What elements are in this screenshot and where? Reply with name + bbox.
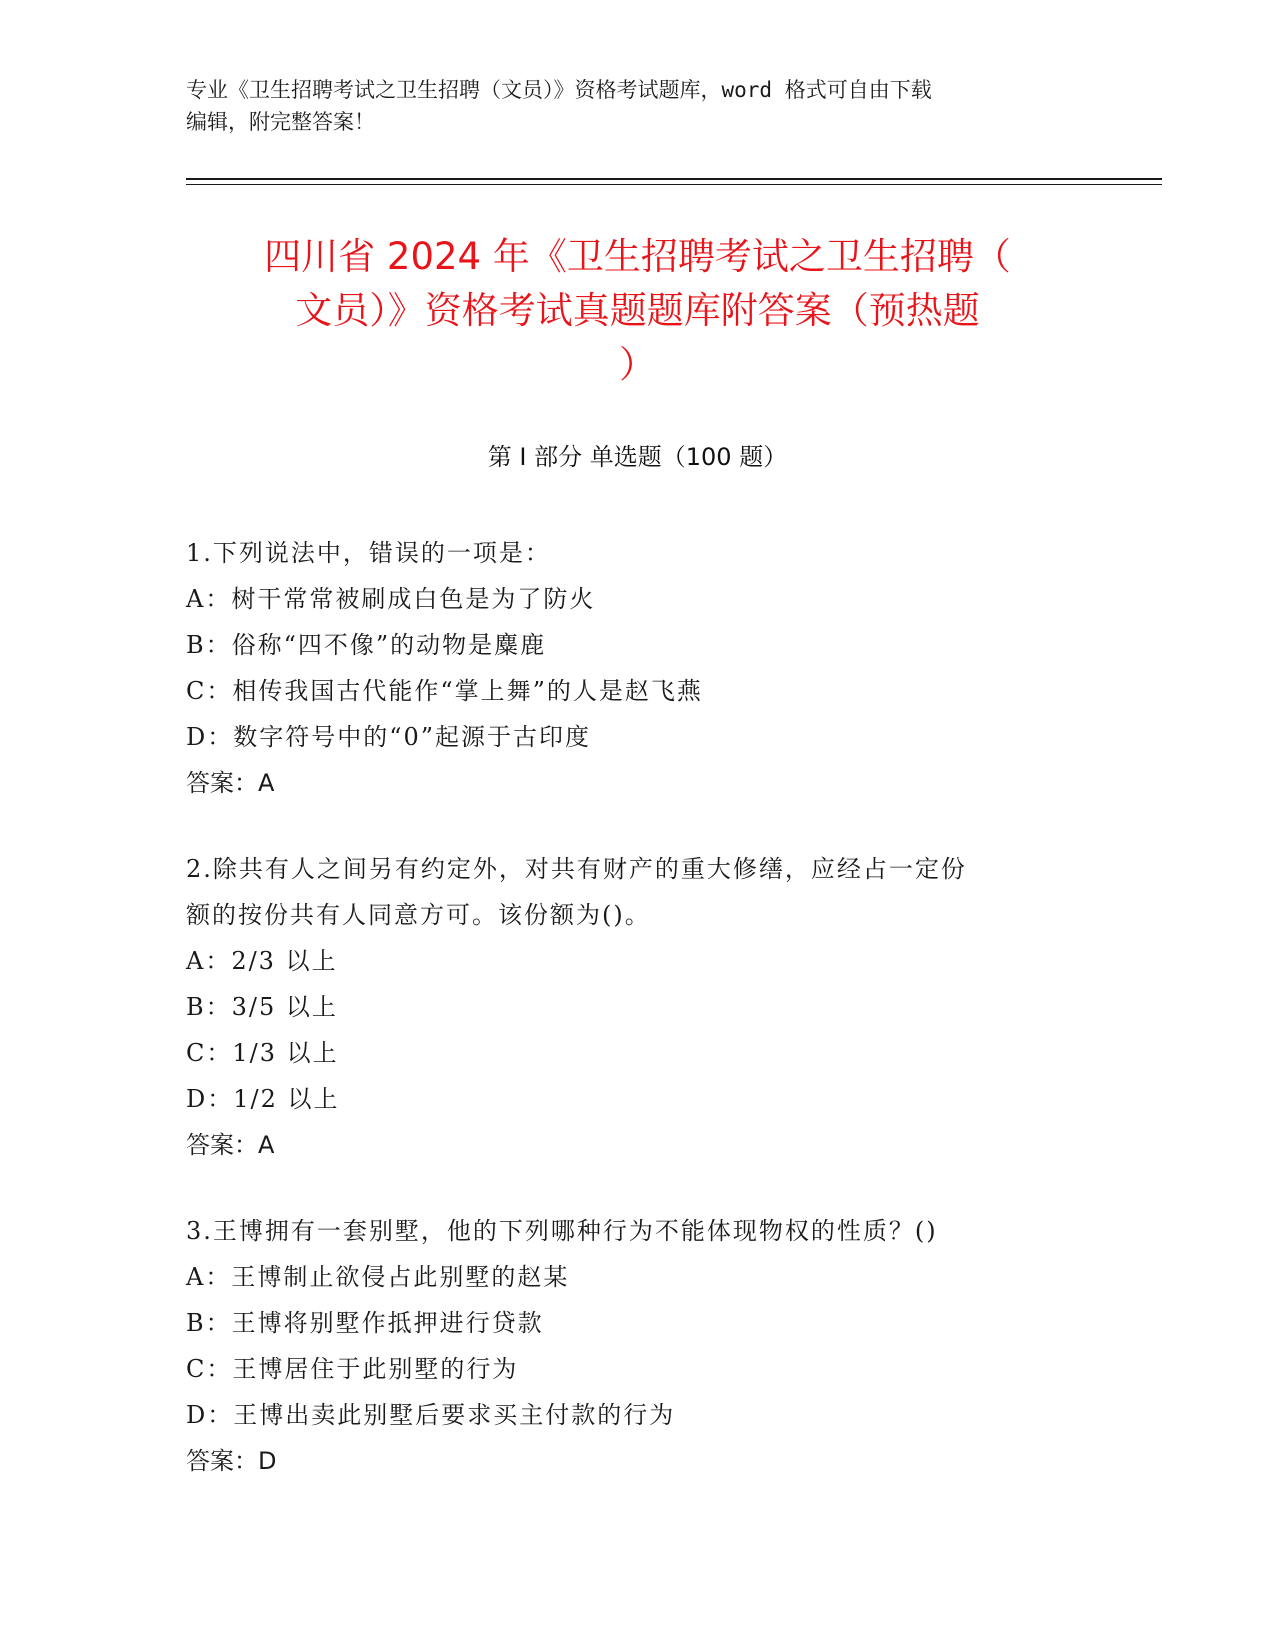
title-line: 四川省 2024 年《卫生招聘考试之卫生招聘（ — [264, 235, 1011, 278]
question-item — [186, 846, 1086, 1168]
option-a: A：2/3 以上 — [186, 947, 338, 975]
option-b: B：俗称“四不像”的动物是麋鹿 — [186, 631, 547, 659]
header-note — [186, 74, 1086, 138]
header-note-line: 编辑，附完整答案！ — [186, 110, 375, 134]
answer-line: 答案：A — [186, 1131, 275, 1159]
header-divider-thin — [186, 184, 1162, 185]
title-line: 文员）》资格考试真题题库附答案（预热题 — [295, 289, 980, 332]
option-d: D：1/2 以上 — [186, 1085, 340, 1113]
question-list — [186, 530, 1086, 1524]
option-c: C：1/3 以上 — [186, 1039, 339, 1067]
answer-line: 答案：A — [186, 769, 275, 797]
question-stem: 额的按份共有人同意方可。该份额为()。 — [186, 901, 651, 929]
option-c: C：王博居住于此别墅的行为 — [186, 1355, 519, 1383]
option-d: D：数字符号中的“0”起源于古印度 — [186, 723, 592, 751]
header-note-line: 专业《卫生招聘考试之卫生招聘（文员）》资格考试题库，word 格式可自由下载 — [186, 78, 932, 102]
question-stem: 1.下列说法中，错误的一项是： — [186, 539, 551, 567]
option-d: D：王博出卖此别墅后要求买主付款的行为 — [186, 1401, 676, 1429]
question-item — [186, 1208, 1086, 1484]
option-b: B：3/5 以上 — [186, 993, 338, 1021]
option-a: A：树干常常被刷成白色是为了防火 — [186, 585, 596, 613]
title-line: ） — [619, 343, 656, 386]
section-heading: 第 I 部分 单选题（100 题） — [487, 443, 788, 471]
option-b: B：王博将别墅作抵押进行贷款 — [186, 1309, 544, 1337]
option-c: C：相传我国古代能作“掌上舞”的人是赵飞燕 — [186, 677, 703, 705]
answer-line: 答案：D — [186, 1447, 277, 1475]
question-item — [186, 530, 1086, 806]
document-title — [170, 230, 1105, 392]
question-stem: 2.除共有人之间另有约定外，对共有财产的重大修缮，应经占一定份 — [186, 855, 967, 883]
question-stem: 3.王博拥有一套别墅，他的下列哪种行为不能体现物权的性质？() — [186, 1217, 938, 1245]
option-a: A：王博制止欲侵占此别墅的赵某 — [186, 1263, 570, 1291]
header-divider — [186, 178, 1162, 180]
